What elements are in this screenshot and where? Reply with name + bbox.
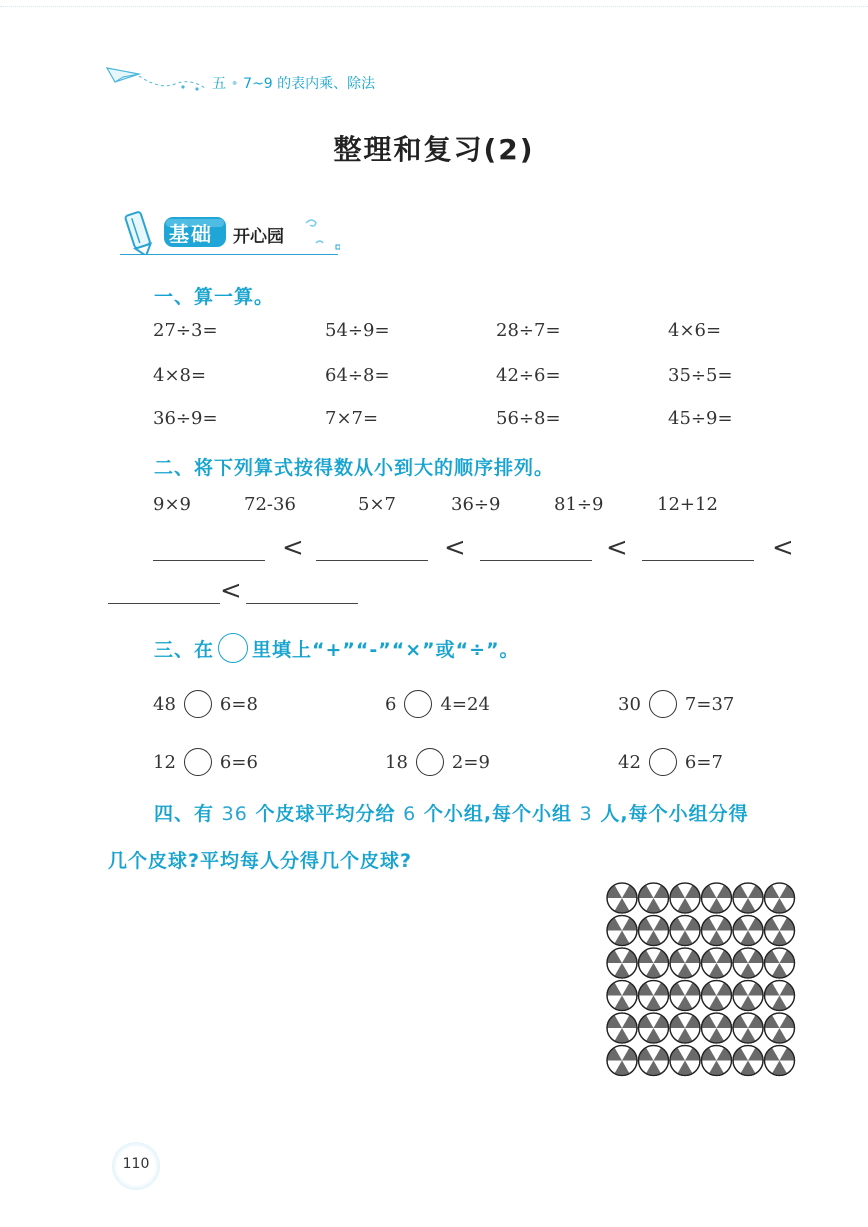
section-4-text-1: 四、有 xyxy=(154,803,215,825)
ball-icon xyxy=(765,948,795,978)
ball-icon xyxy=(607,1046,637,1076)
ball-icon xyxy=(639,883,669,913)
top-dotted-line xyxy=(0,6,868,7)
answer-blank[interactable] xyxy=(246,603,358,604)
ball-icon xyxy=(607,916,637,946)
calc-item: 35÷5= xyxy=(668,365,733,386)
page-number: 110 xyxy=(122,1156,150,1172)
badge-underline xyxy=(120,254,338,255)
ball-icon xyxy=(639,948,669,978)
fill-operator-item xyxy=(153,690,258,718)
badge-label-basic: 基础 xyxy=(169,222,213,246)
section-4-number-3: 3 xyxy=(579,803,593,825)
ball-icon xyxy=(702,1013,732,1043)
left-operand: 30 xyxy=(618,693,641,715)
ball-icon xyxy=(702,981,732,1011)
operator-circle[interactable] xyxy=(649,748,677,776)
ball-icon xyxy=(639,1046,669,1076)
less-than-sign: < xyxy=(606,533,628,563)
section-4-line-1 xyxy=(154,799,749,826)
less-than-sign: < xyxy=(444,533,466,563)
operator-circle[interactable] xyxy=(184,748,212,776)
ball-icon xyxy=(733,1013,763,1043)
calc-item: 56÷8= xyxy=(496,408,561,429)
order-expression: 36÷9 xyxy=(451,494,501,515)
order-expression: 72-36 xyxy=(244,494,296,515)
section-badge-art xyxy=(120,207,340,255)
sample-circle-icon xyxy=(218,633,248,663)
ball-icon xyxy=(639,916,669,946)
ball-icon xyxy=(765,1013,795,1043)
ball-icon xyxy=(702,916,732,946)
ball-icon xyxy=(765,981,795,1011)
less-than-sign: < xyxy=(772,533,794,563)
calc-item: 42÷6= xyxy=(496,365,561,386)
right-expression: 2=9 xyxy=(451,751,490,773)
section-4-number-1: 36 xyxy=(221,803,248,825)
answer-blank[interactable] xyxy=(642,560,754,561)
section-3-title-b: 里填上“+”“-”“×”或“÷”。 xyxy=(252,638,520,661)
section-2-title: 二、将下列算式按得数从小到大的顺序排列。 xyxy=(154,457,555,479)
left-operand: 42 xyxy=(618,751,641,773)
section-4-line-2: 几个皮球?平均每人分得几个皮球? xyxy=(108,850,413,872)
calc-item: 45÷9= xyxy=(668,408,733,429)
ball-icon xyxy=(670,1013,700,1043)
fill-operator-item xyxy=(618,748,723,776)
answer-blank[interactable] xyxy=(316,560,428,561)
ball-grid-illustration xyxy=(606,882,796,1078)
header-topic: 7~9 的表内乘、除法 xyxy=(243,76,376,92)
ball-icon xyxy=(765,883,795,913)
order-expression: 5×7 xyxy=(358,494,396,515)
right-expression: 7=37 xyxy=(684,693,735,715)
ball-icon xyxy=(670,948,700,978)
ball-icon xyxy=(639,1013,669,1043)
badge-label-garden: 开心园 xyxy=(233,227,284,247)
order-expression: 81÷9 xyxy=(554,494,604,515)
calc-item: 4×8= xyxy=(153,365,207,386)
left-operand: 12 xyxy=(153,751,176,773)
answer-blank[interactable] xyxy=(108,603,220,604)
ball-icon xyxy=(765,916,795,946)
ball-icon xyxy=(702,948,732,978)
calc-item: 54÷9= xyxy=(325,320,390,341)
fill-operator-item xyxy=(385,748,490,776)
ball-icon xyxy=(733,883,763,913)
calc-item: 64÷8= xyxy=(325,365,390,386)
fill-operator-item xyxy=(153,748,258,776)
right-expression: 6=6 xyxy=(219,751,258,773)
calc-item: 36÷9= xyxy=(153,408,218,429)
left-operand: 48 xyxy=(153,693,176,715)
ball-icon xyxy=(765,1046,795,1076)
calc-item: 27÷3= xyxy=(153,320,218,341)
ball-icon xyxy=(733,916,763,946)
section-4-text-4: 人,每个小组分得 xyxy=(600,803,749,825)
section-4-text-3: 个小组,每个小组 xyxy=(423,803,573,825)
ball-icon xyxy=(733,948,763,978)
calc-item: 4×6= xyxy=(668,320,722,341)
header-breadcrumb: 五 • 7~9 的表内乘、除法 xyxy=(212,76,376,92)
order-expression: 12+12 xyxy=(657,494,718,515)
right-expression: 6=8 xyxy=(219,693,258,715)
ball-icon xyxy=(670,916,700,946)
less-than-sign: < xyxy=(220,576,242,606)
header-chapter: 五 xyxy=(212,76,226,92)
ball-icon xyxy=(733,1046,763,1076)
ball-icon xyxy=(607,883,637,913)
operator-circle[interactable] xyxy=(184,690,212,718)
fill-operator-item xyxy=(618,690,734,718)
ball-icon xyxy=(702,883,732,913)
ball-icon xyxy=(607,948,637,978)
right-expression: 6=7 xyxy=(684,751,723,773)
operator-circle[interactable] xyxy=(404,690,432,718)
ball-icon xyxy=(670,883,700,913)
section-4-number-2: 6 xyxy=(403,803,417,825)
section-3-title-a: 三、在 xyxy=(154,638,215,661)
ball-icon xyxy=(670,981,700,1011)
answer-blank[interactable] xyxy=(153,560,265,561)
page-title: 整理和复习(2) xyxy=(333,133,535,166)
fill-operator-item xyxy=(385,690,490,718)
calc-item: 28÷7= xyxy=(496,320,561,341)
left-operand: 6 xyxy=(385,693,397,715)
section-3-title xyxy=(154,633,520,663)
ball-icon xyxy=(607,981,637,1011)
order-expression: 9×9 xyxy=(153,494,191,515)
ball-icon xyxy=(639,981,669,1011)
ball-icon xyxy=(670,1046,700,1076)
section-1-title: 一、算一算。 xyxy=(154,286,275,308)
ball-icon xyxy=(733,981,763,1011)
ball-icon xyxy=(702,1046,732,1076)
operator-circle[interactable] xyxy=(649,690,677,718)
paper-plane-icon xyxy=(105,60,210,96)
page-number-badge xyxy=(112,1142,160,1190)
left-operand: 18 xyxy=(385,751,408,773)
less-than-sign: < xyxy=(282,533,304,563)
answer-blank[interactable] xyxy=(480,560,592,561)
operator-circle[interactable] xyxy=(416,748,444,776)
ball-icon xyxy=(607,1013,637,1043)
section-4-text-2: 个皮球平均分给 xyxy=(255,803,396,825)
right-expression: 4=24 xyxy=(440,693,490,715)
calc-item: 7×7= xyxy=(325,408,379,429)
